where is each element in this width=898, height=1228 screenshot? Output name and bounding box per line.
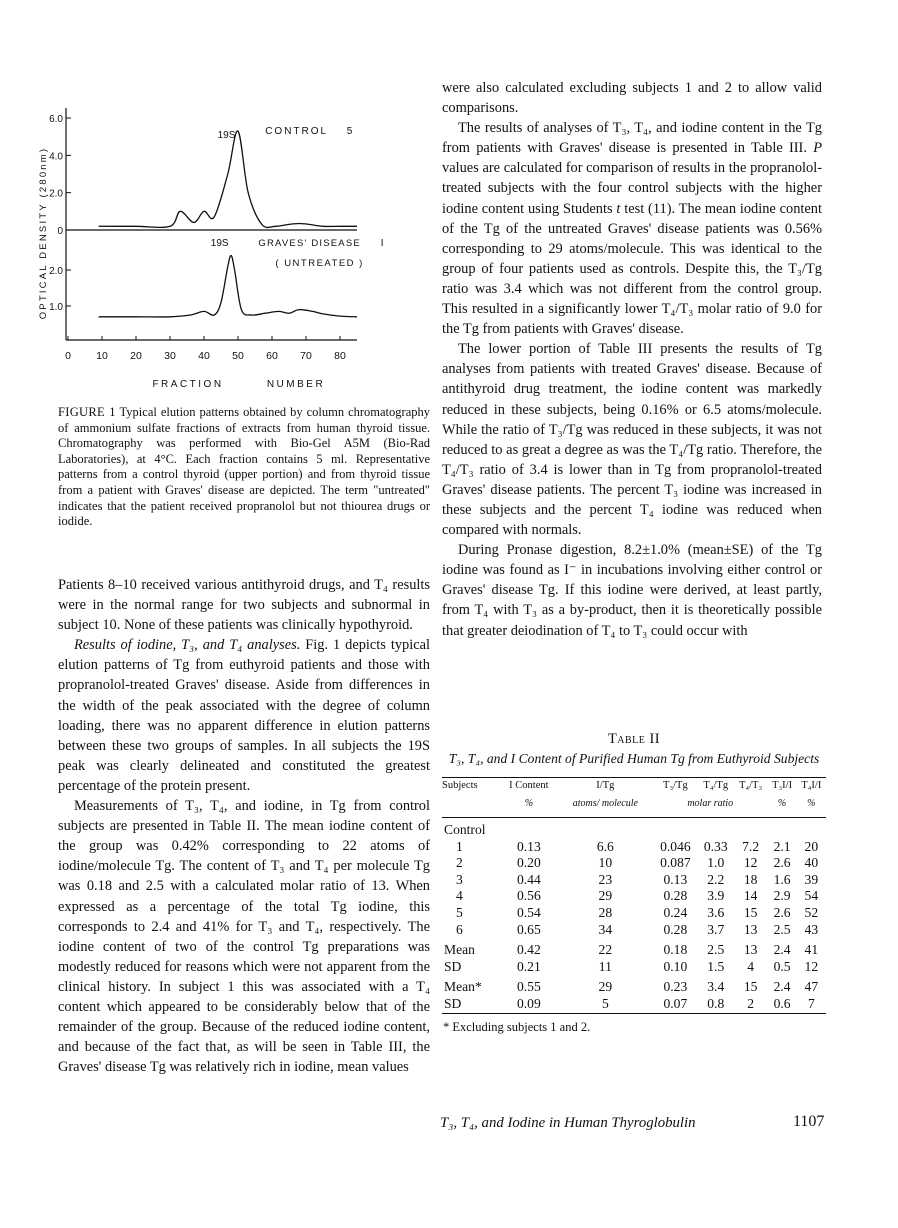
x-tick-label: 70 bbox=[300, 350, 312, 362]
x-tick-label: 50 bbox=[232, 350, 244, 362]
table-cell: 7 bbox=[807, 995, 815, 1011]
table-header-cell: I/Tg bbox=[558, 778, 653, 795]
table-cell: 0.42 bbox=[516, 942, 541, 958]
y-axis-label: OPTICAL DENSITY (280nm) bbox=[38, 146, 49, 320]
table-cell: 0.54 bbox=[516, 904, 541, 920]
table-cell: 15 bbox=[743, 904, 758, 920]
table-cell: 0.55 bbox=[516, 979, 541, 995]
table-header-cell: T₃/Tg bbox=[653, 778, 698, 795]
table-cell: 12 bbox=[804, 958, 819, 974]
table-row bbox=[442, 872, 826, 889]
table-cell: 34 bbox=[598, 921, 613, 937]
table-cell: 28 bbox=[598, 904, 613, 920]
figure-caption-label: FIGURE 1 bbox=[58, 405, 116, 419]
table-cell: 0.44 bbox=[516, 871, 541, 887]
x-tick-label: 0 bbox=[65, 350, 71, 362]
table-cell: 20 bbox=[804, 838, 819, 854]
table-units-row bbox=[442, 794, 826, 818]
table-cell: 5 bbox=[601, 995, 609, 1011]
x-tick-label: 30 bbox=[164, 350, 176, 362]
table-header-cell: Subjects bbox=[442, 778, 500, 795]
table-cell: 39 bbox=[804, 871, 819, 887]
lower-number-label: I bbox=[380, 238, 384, 249]
table-cell: 18 bbox=[743, 871, 758, 887]
table-unit-cell bbox=[442, 794, 500, 818]
table-row bbox=[442, 996, 826, 1013]
table-cell: 4 bbox=[747, 958, 755, 974]
table-cell: 0.18 bbox=[663, 942, 688, 958]
lower-y-tick-label: 1.0 bbox=[49, 302, 63, 313]
table-cell: SD bbox=[444, 958, 462, 974]
table-cell: 54 bbox=[804, 888, 819, 904]
table-unit-cell: atoms/ molecule bbox=[558, 794, 653, 818]
table-cell: 1 bbox=[456, 838, 463, 854]
table-row bbox=[442, 888, 826, 905]
left-paragraph-1: Patients 8–10 received various antithyroid drugs, and T₄ results were in the normal range for two subjects and subnormal in subject 10. None of these patients was clinically hypothyroid. bbox=[58, 577, 430, 634]
x-tick-label: 60 bbox=[266, 350, 278, 362]
table-cell: 14 bbox=[743, 888, 758, 904]
lower-group-label: GRAVES' DISEASE bbox=[258, 238, 361, 249]
table-cell: 3.9 bbox=[707, 888, 725, 904]
left-paragraph-2-body: Fig. 1 depicts typical elution patterns of Tg from euthyroid patients and those with propranolol-treated Graves' disease. Aside from differences in the width of the peak associated with the degree of column loading, there was no apparent difference in elution patterns between these two groups of samples. In all subjects the 19S peak was clearly delineated and constituted the greatest percentage of the protein present. bbox=[58, 637, 430, 794]
right-p2-b: values are calculated for comparison of results in the propranolol-treated subjects with the four control subjects with the higher iodine content using Students bbox=[442, 160, 822, 217]
table-cell: 0.5 bbox=[773, 958, 791, 974]
table-footnote: * Excluding subjects 1 and 2. bbox=[442, 1013, 826, 1036]
right-p2-c: test (11). The mean iodine content of the Tg of the untreated Graves' disease patients was 0.56% corresponding to 29 atoms/molecule. This was identical to the group of four patients used as controls. Despite this, the T₃/Tg ratio was 3.4 which was not different from the control group. This resulted in a significantly lower T₄/T₃ molar ratio of 9.0 for the Tg from patients with Graves' disease. bbox=[442, 200, 822, 338]
table-header-cell: T₄I/I bbox=[797, 778, 826, 795]
table-title: Table II bbox=[607, 731, 661, 747]
upper-number-label: 5 bbox=[346, 126, 353, 137]
right-paragraph-4: During Pronase digestion, 8.2±1.0% (mean±SE) of the Tg iodine was found as I⁻ in incubations involving either control or Graves' disease Tg. If this iodine were derived, at least partly, from T₄ with T₃ as a by-product, then it is theoretically possible that greater deiodination of T₄ to T₃ could occur with bbox=[442, 542, 822, 639]
table-cell: 0.24 bbox=[663, 904, 688, 920]
table-header-cell: I Content bbox=[500, 778, 558, 795]
table-cell: 0.21 bbox=[516, 958, 541, 974]
table-cell: 2 bbox=[456, 855, 463, 871]
table-cell: 2 bbox=[747, 995, 755, 1011]
right-p2-t: t bbox=[616, 200, 621, 217]
table-cell: 0.07 bbox=[663, 995, 688, 1011]
table-row bbox=[442, 855, 826, 872]
lower-status-label: ( UNTREATED ) bbox=[275, 258, 364, 269]
table-cell: 0.046 bbox=[660, 838, 691, 854]
table-cell: 4 bbox=[456, 888, 463, 904]
table-cell: 3 bbox=[456, 871, 463, 887]
table-header-cell: T₃I/I bbox=[767, 778, 796, 795]
upper-y-tick-label: 6.0 bbox=[49, 114, 63, 125]
table-header-row bbox=[442, 778, 826, 795]
x-tick-label: 40 bbox=[198, 350, 210, 362]
table-cell: 0.56 bbox=[516, 888, 541, 904]
figure-caption bbox=[58, 405, 430, 530]
table-cell: 0.6 bbox=[773, 995, 791, 1011]
table-unit-cell: % bbox=[500, 794, 558, 818]
right-p2-a: The results of analyses of T₃, T₄, and iodine content in the Tg from patients with Graves' disease is presented in Table III. bbox=[442, 120, 822, 157]
table-cell: 0.13 bbox=[663, 871, 688, 887]
table-row bbox=[442, 922, 826, 939]
table-cell: 2.4 bbox=[773, 942, 791, 958]
table-body bbox=[442, 818, 826, 1014]
table-cell: 2.6 bbox=[773, 855, 791, 871]
table-cell: 1.0 bbox=[707, 855, 725, 871]
table-row bbox=[442, 959, 826, 976]
table-cell: 5 bbox=[456, 904, 463, 920]
table-cell: 6.6 bbox=[596, 838, 614, 854]
table-cell: 7.2 bbox=[742, 838, 760, 854]
table-cell: SD bbox=[444, 995, 462, 1011]
table-cell: 0.13 bbox=[516, 838, 541, 854]
right-paragraph-1: were also calculated excluding subjects 1 and 2 to allow valid comparisons. bbox=[442, 80, 822, 117]
x-axis-label-fraction: FRACTION bbox=[152, 379, 224, 390]
table-unit-cell: molar ratio bbox=[653, 794, 767, 818]
x-tick-label: 10 bbox=[96, 350, 108, 362]
table-cell: 3.4 bbox=[707, 979, 725, 995]
table-row bbox=[442, 905, 826, 922]
table-group-label: Control bbox=[444, 822, 486, 837]
table-cell: 29 bbox=[598, 888, 613, 904]
table-cell: 43 bbox=[804, 921, 819, 937]
right-paragraph-3: The lower portion of Table III presents the results of Tg analyses from patients with treated Graves' disease. Because of antithyroid drug treatment, the iodine content was markedly reduced in these subjects, being 0.16% or 6.5 atoms/molecule. While the ratio of T₃/Tg was reduced in these subjects, it was not reduced to as great a degree as was the T₄/Tg ratio. Therefore, the T₄/T₃ ratio of 3.4 is lower than in Tg from propranolol-treated Graves' disease patients. The percent T₃ iodine was increased in these subjects and the percent T₄ iodine was reduced when compared with normals. bbox=[442, 341, 822, 539]
table-cell: 0.20 bbox=[516, 855, 541, 871]
table-cell: 2.1 bbox=[773, 838, 791, 854]
table-unit-cell: % bbox=[767, 794, 796, 818]
left-column bbox=[58, 575, 430, 1077]
upper-y-tick-label: 2.0 bbox=[49, 188, 63, 200]
table-cell: 12 bbox=[743, 855, 758, 871]
table-cell: 40 bbox=[804, 855, 819, 871]
table-cell: 0.23 bbox=[663, 979, 688, 995]
table-cell: 2.2 bbox=[707, 871, 725, 887]
table-cell: 2.9 bbox=[773, 888, 791, 904]
table-group-row bbox=[442, 818, 826, 839]
table-row bbox=[442, 839, 826, 856]
table-subtitle: T₃, T₄, and I Content of Purified Human Tg from Euthyroid Subjects bbox=[448, 751, 820, 766]
running-title: T₃, T₄, and Iodine in Human Thyroglobulin bbox=[440, 1115, 696, 1131]
table-cell: 23 bbox=[598, 871, 613, 887]
table-cell: 47 bbox=[804, 979, 819, 995]
table-cell: 15 bbox=[743, 979, 758, 995]
left-paragraph-3: Measurements of T₃, T₄, and iodine, in Tg from control subjects are presented in Table II. The mean iodine content of the group was 0.42% corresponding to 22 atoms of iodine/molecule Tg. The content of T₃ and T₄ per molecule Tg was 0.18 and 2.5 with a calculated molar ratio of 13. When expressed as a percentage of the total Tg iodine, this corresponds to 2.4 and 41% for T₃ and T₄, respectively. The iodine content of two of the control Tg preparations was modestly reduced for reasons which were not apparent from the clinical history. In subject 1 this was associated with a T₄ content which appeared to be considerably below that of the remainder of the group. Because of the reduced iodine content, and because of the fact that, as will be seen in Table III, the Graves' disease Tg was relatively rich in iodine, mean values bbox=[58, 798, 430, 1076]
right-p2-P: P bbox=[813, 140, 822, 157]
x-axis-label-number: NUMBER bbox=[266, 379, 326, 390]
table-cell: 2.4 bbox=[773, 979, 791, 995]
table-unit-cell: % bbox=[797, 794, 826, 818]
table-cell: Mean bbox=[444, 942, 475, 958]
table-cell: 0.09 bbox=[516, 995, 541, 1011]
figure-caption-text: Typical elution patterns obtained by column chromatography of ammonium sulfate fractions of extracts from human thyroid tissue. Chromatography was performed with Bio-Gel A5M (Bio-Rad Laboratories), at 4°C. Each fraction contains 5 ml. Representative patterns from a control thyroid (upper portion) and from thyroid tissue from a patient with Graves' disease are depicted. The term "untreated" indicates that the patient received propranolol but not thiourea drugs or iodide. bbox=[58, 405, 430, 529]
upper-y-tick-label: 0 bbox=[57, 226, 63, 237]
upper-group-label: CONTROL bbox=[265, 126, 329, 137]
table-cell: 13 bbox=[743, 942, 758, 958]
table-cell: 1.6 bbox=[773, 871, 791, 887]
upper-y-tick-label: 4.0 bbox=[49, 151, 63, 163]
control-elution-curve bbox=[99, 131, 357, 228]
table-cell: 10 bbox=[598, 855, 613, 871]
table-cell: 2.5 bbox=[707, 942, 725, 958]
left-paragraph-2 bbox=[58, 635, 430, 796]
table-row bbox=[442, 938, 826, 959]
upper-peak-label: 19S bbox=[217, 130, 236, 141]
table-cell: 0.65 bbox=[516, 921, 541, 937]
table-cell: 22 bbox=[598, 942, 613, 958]
lower-y-tick-label: 2.0 bbox=[49, 266, 63, 277]
figure-1 bbox=[28, 78, 428, 408]
table-cell: 0.33 bbox=[703, 838, 728, 854]
table-cell: 2.6 bbox=[773, 904, 791, 920]
lower-peak-label: 19S bbox=[210, 238, 229, 249]
table-cell: 6 bbox=[456, 921, 463, 937]
table-cell: 11 bbox=[598, 958, 612, 974]
table-cell: 0.087 bbox=[660, 855, 691, 871]
right-column bbox=[442, 78, 822, 641]
data-table bbox=[442, 777, 826, 1036]
table-cell: 13 bbox=[743, 921, 758, 937]
table-cell: 0.28 bbox=[663, 888, 688, 904]
table-ii bbox=[442, 730, 826, 1036]
table-cell: 0.10 bbox=[663, 958, 688, 974]
table-header-cell: T₄/T₃ bbox=[734, 778, 768, 795]
x-tick-label: 80 bbox=[334, 350, 346, 362]
table-cell: 3.6 bbox=[707, 904, 725, 920]
table-cell: 3.7 bbox=[707, 921, 725, 937]
table-cell: Mean* bbox=[444, 979, 482, 995]
page-number: 1107 bbox=[793, 1113, 825, 1130]
table-header-cell: T₄/Tg bbox=[698, 778, 734, 795]
table-cell: 52 bbox=[804, 904, 819, 920]
table-cell: 1.5 bbox=[707, 958, 725, 974]
x-tick-label: 20 bbox=[130, 350, 142, 362]
table-cell: 0.8 bbox=[707, 995, 725, 1011]
table-cell: 29 bbox=[598, 979, 613, 995]
table-cell: 41 bbox=[804, 942, 819, 958]
section-heading: Results of iodine, T₃, and T₄ analyses. bbox=[74, 637, 301, 654]
right-paragraph-2 bbox=[442, 118, 822, 339]
elution-chart bbox=[28, 78, 428, 398]
table-row bbox=[442, 975, 826, 996]
table-cell: 2.5 bbox=[773, 921, 791, 937]
table-cell: 0.28 bbox=[663, 921, 688, 937]
